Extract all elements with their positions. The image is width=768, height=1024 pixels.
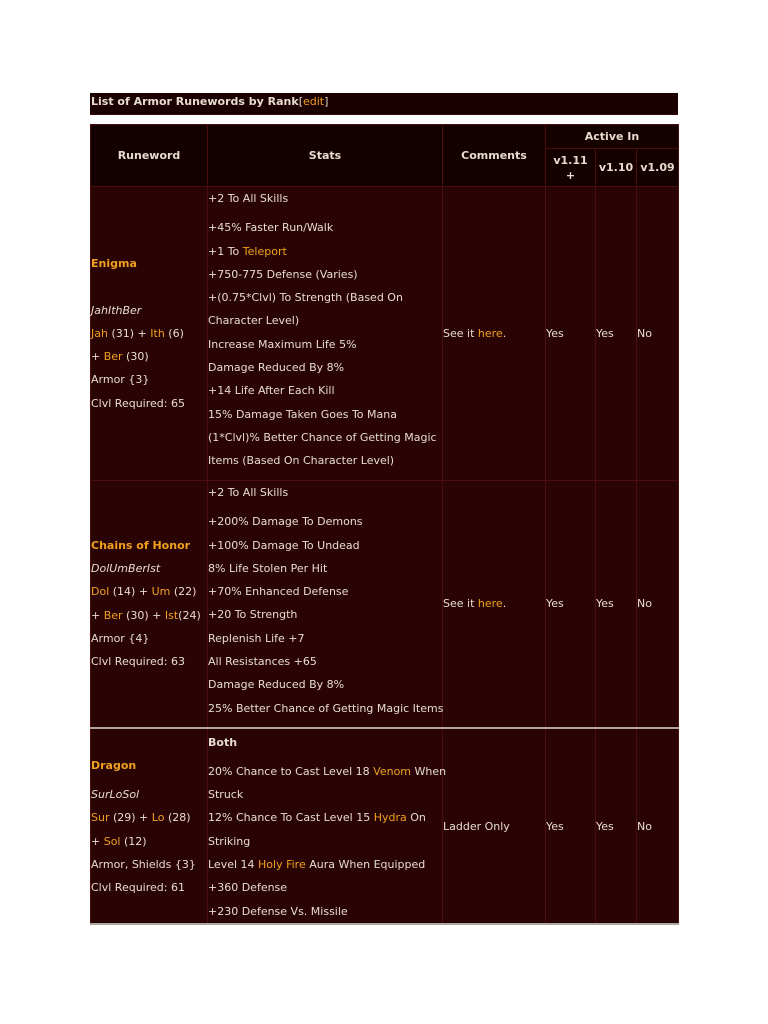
stat-line: +70% Enhanced Defense — [208, 585, 349, 599]
stat-line: 8% Life Stolen Per Hit — [208, 561, 328, 575]
rune-plus: + — [91, 350, 104, 364]
socket-info: Armor {4} — [91, 632, 150, 646]
stat-line: Items (Based On Character Level) — [208, 454, 395, 468]
skill-link-hydra[interactable]: Hydra — [373, 811, 407, 825]
here-link[interactable]: here — [477, 327, 503, 340]
skill-link-venom[interactable]: Venom — [373, 764, 412, 778]
rune-link[interactable]: Um — [151, 585, 171, 599]
runeword-cell — [91, 728, 208, 924]
section-title — [91, 95, 328, 108]
header-v111: v1.11 + — [546, 149, 596, 187]
runeword-name: Chains of Honor — [91, 538, 191, 552]
rune-link[interactable]: Dol — [91, 585, 110, 599]
active-v110 — [596, 728, 637, 924]
comment-cell — [443, 187, 546, 481]
edit-link[interactable]: edit — [303, 95, 325, 108]
rune-level: (22) — [170, 585, 197, 599]
stat-text: When — [411, 764, 447, 778]
rune-link[interactable]: Ist — [164, 608, 179, 622]
rune-level: (28) — [164, 811, 191, 825]
section-header — [90, 93, 678, 115]
comment-text: See it — [443, 327, 478, 340]
rune-link[interactable]: Ith — [150, 326, 165, 340]
stat-line: +20 To Strength — [208, 608, 298, 622]
stat-line: Struck — [208, 788, 244, 802]
rune-plus: + — [91, 608, 104, 622]
header-v110: v1.10 — [596, 149, 637, 187]
armor-runewords-table — [90, 124, 679, 925]
rune-list-line — [91, 604, 207, 627]
rune-plus: + — [91, 834, 104, 848]
table-row — [91, 187, 679, 481]
stat-line: Damage Reduced By 8% — [208, 678, 345, 692]
clvl-required: Clvl Required: 65 — [91, 396, 185, 410]
stat-line — [208, 760, 447, 783]
clvl-required: Clvl Required: 61 — [91, 881, 185, 895]
rune-sequence: JahIthBer — [91, 303, 142, 317]
stat-line: (1*Clvl)% Better Chance of Getting Magic — [208, 430, 437, 444]
rune-link[interactable]: Ber — [103, 608, 123, 622]
stat-line: 15% Damage Taken Goes To Mana — [208, 407, 397, 421]
rune-sequence: SurLoSol — [91, 788, 140, 802]
rune-level: (6) — [164, 326, 184, 340]
stat-line: +230 Defense Vs. Missile — [208, 904, 348, 918]
active-v110: Yes — [596, 481, 637, 728]
stat-line: +(0.75*Clvl) To Strength (Based On — [208, 291, 403, 305]
stat-line: Replenish Life +7 — [208, 631, 305, 645]
comment-cell — [443, 728, 546, 924]
rune-link[interactable]: Sol — [103, 834, 121, 848]
rune-level: (12) — [120, 834, 147, 848]
stat-line: +200% Damage To Demons — [208, 515, 363, 529]
rune-level: (30) — [122, 350, 149, 364]
stat-line — [208, 240, 442, 263]
stat-text: 20% Chance to Cast Level 18 — [208, 764, 374, 778]
clvl-required: Clvl Required: 63 — [91, 655, 185, 669]
rune-link[interactable]: Lo — [151, 811, 165, 825]
rune-list-line — [91, 806, 207, 829]
stat-line: +100% Damage To Undead — [208, 538, 360, 552]
header-runeword: Runeword — [91, 125, 208, 187]
header-comments: Comments — [443, 125, 546, 187]
table-row — [91, 728, 679, 924]
stats-applies-to: Both — [208, 735, 238, 749]
rune-link[interactable]: Jah — [91, 326, 108, 340]
header-v109: v1.09 — [637, 149, 679, 187]
rune-link[interactable]: Sur — [91, 811, 110, 825]
active-v111 — [546, 728, 596, 924]
comment-period: . — [502, 597, 507, 611]
comment-text: See it — [443, 597, 478, 611]
stats-cell — [208, 728, 447, 924]
skill-link-teleport[interactable]: Teleport — [242, 244, 287, 258]
header-stats: Stats — [208, 125, 443, 187]
stat-line: +360 Defense — [208, 881, 288, 895]
rune-list-line — [91, 322, 207, 345]
active-v109: No — [637, 187, 679, 481]
active-value: Yes — [596, 820, 614, 834]
socket-info: Armor, Shields {3} — [91, 857, 196, 871]
stat-line: All Resistances +65 — [208, 655, 317, 669]
stat-line: +750-775 Defense (Varies) — [208, 267, 358, 281]
stat-line: Increase Maximum Life 5% — [208, 337, 357, 351]
here-link[interactable]: here — [477, 597, 503, 611]
active-v110: Yes — [596, 187, 637, 481]
rune-link[interactable]: Ber — [103, 350, 123, 364]
comment-text: Ladder Only — [443, 820, 510, 834]
table-row — [91, 481, 679, 728]
stat-text: Aura When Equipped — [305, 857, 426, 871]
stat-text: +1 To — [208, 244, 243, 258]
stat-line — [208, 853, 442, 876]
stat-line: +14 Life After Each Kill — [208, 384, 335, 398]
rune-level: (14) + — [109, 585, 152, 599]
rune-list-line — [91, 345, 207, 368]
rune-level: (30) + — [122, 608, 165, 622]
active-value: Yes — [546, 820, 564, 834]
active-v109 — [637, 728, 679, 924]
rune-list-line — [91, 580, 207, 603]
runeword-name: Dragon — [91, 758, 137, 772]
stat-line: Damage Reduced By 8% — [208, 361, 345, 375]
stat-text: On — [406, 811, 426, 825]
stats-cell — [208, 481, 443, 728]
stat-text: Level 14 — [208, 857, 259, 871]
active-value: No — [637, 820, 652, 834]
rune-list-line — [91, 830, 207, 853]
runeword-cell — [91, 481, 208, 728]
runeword-name: Enigma — [91, 256, 137, 270]
header-active-in: Active In — [546, 125, 679, 149]
edit-bracket-close: ] — [324, 95, 329, 108]
stat-line: 25% Better Chance of Getting Magic Items — [208, 701, 444, 715]
active-v111: Yes — [546, 481, 596, 728]
socket-info: Armor {3} — [91, 373, 150, 387]
stat-line: +2 To All Skills — [208, 486, 289, 499]
edit-bracket-open: [ — [298, 95, 303, 108]
stat-line — [208, 806, 442, 829]
comment-period: . — [502, 327, 507, 340]
active-v111: Yes — [546, 187, 596, 481]
skill-link-holy-fire[interactable]: Holy Fire — [258, 857, 306, 871]
runeword-cell — [91, 187, 208, 481]
stat-line: Striking — [208, 834, 251, 848]
rune-level: (29) + — [109, 811, 152, 825]
active-v109: No — [637, 481, 679, 728]
comment-cell — [443, 481, 546, 728]
stat-line: +45% Faster Run/Walk — [208, 221, 334, 235]
stat-text: 12% Chance To Cast Level 15 — [208, 811, 374, 825]
rune-level: (24) — [178, 608, 201, 622]
stat-line: +2 To All Skills — [208, 192, 289, 205]
section-title-text: List of Armor Runewords by Rank — [91, 95, 299, 108]
rune-sequence: DolUmBerIst — [91, 562, 161, 576]
rune-level: (31) + — [107, 326, 151, 340]
stat-line: Character Level) — [208, 314, 300, 328]
stats-cell — [208, 187, 443, 481]
